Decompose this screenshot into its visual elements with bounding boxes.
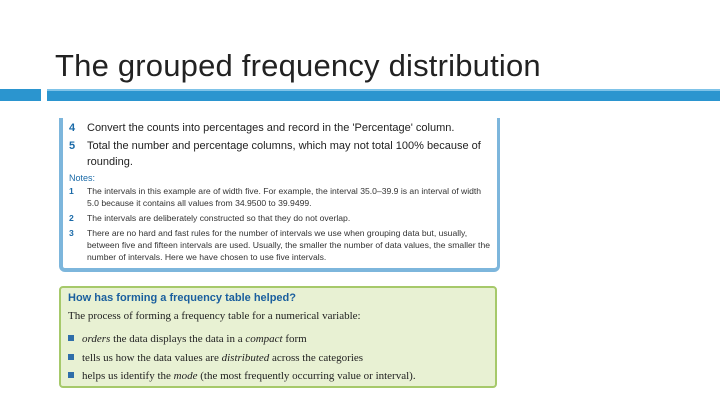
help-box-heading: How has forming a frequency table helped? — [68, 292, 296, 304]
help-bullet — [68, 352, 363, 364]
bullet-emphasis: mode — [173, 370, 198, 382]
step-number: 5 — [69, 140, 76, 152]
bullet-emphasis: distributed — [221, 352, 270, 364]
help-box — [59, 286, 497, 388]
note-item — [69, 185, 492, 209]
square-bullet-icon — [68, 335, 74, 341]
help-box-intro: The process of forming a frequency table for a numerical variable: — [68, 310, 361, 322]
note-text: There are no hard and fast rules for the number of intervals we use when grouping data but, usually, between five and fifteen intervals are used. Usually, the smaller the number of data values, the smaller the number of intervals. Here we have chosen to use five intervals. — [87, 228, 491, 262]
note-text: The intervals are deliberately constructed so that they do not overlap. — [87, 213, 351, 223]
accent-bar-left — [0, 89, 41, 101]
note-item — [69, 212, 492, 224]
square-bullet-icon — [68, 372, 74, 378]
help-bullet — [68, 370, 416, 382]
note-number: 1 — [69, 186, 74, 196]
note-number: 3 — [69, 228, 74, 238]
bullet-text: across the categories — [269, 352, 364, 364]
notes-heading: Notes: — [69, 173, 96, 183]
bullet-text: form — [282, 333, 307, 345]
bullet-emphasis: orders — [82, 333, 111, 345]
accent-bar-right — [47, 89, 720, 101]
bullet-text: the data displays the data in a — [110, 333, 246, 345]
step-text: Total the number and percentage columns, which may not total 100% because of rounding. — [87, 140, 481, 168]
step-item — [69, 138, 487, 170]
note-number: 2 — [69, 213, 74, 223]
square-bullet-icon — [68, 354, 74, 360]
step-item — [69, 120, 487, 136]
step-number: 4 — [69, 122, 76, 134]
bullet-text: helps us identify the — [82, 370, 174, 382]
bullet-emphasis: compact — [245, 333, 283, 345]
bullet-text: tells us how the data values are — [82, 352, 222, 364]
bullet-text: (the most frequently occurring value or interval). — [197, 370, 416, 382]
note-text: The intervals in this example are of width five. For example, the interval 35.0–39.9 is an interval of width 5.0 because it contains all values from 34.9500 to 39.9499. — [87, 186, 482, 208]
note-item — [69, 227, 492, 263]
step-text: Convert the counts into percentages and record in the 'Percentage' column. — [87, 122, 455, 134]
steps-notes-box — [59, 118, 500, 272]
slide-title: The grouped frequency distribution — [55, 48, 541, 83]
help-bullet — [68, 333, 307, 345]
